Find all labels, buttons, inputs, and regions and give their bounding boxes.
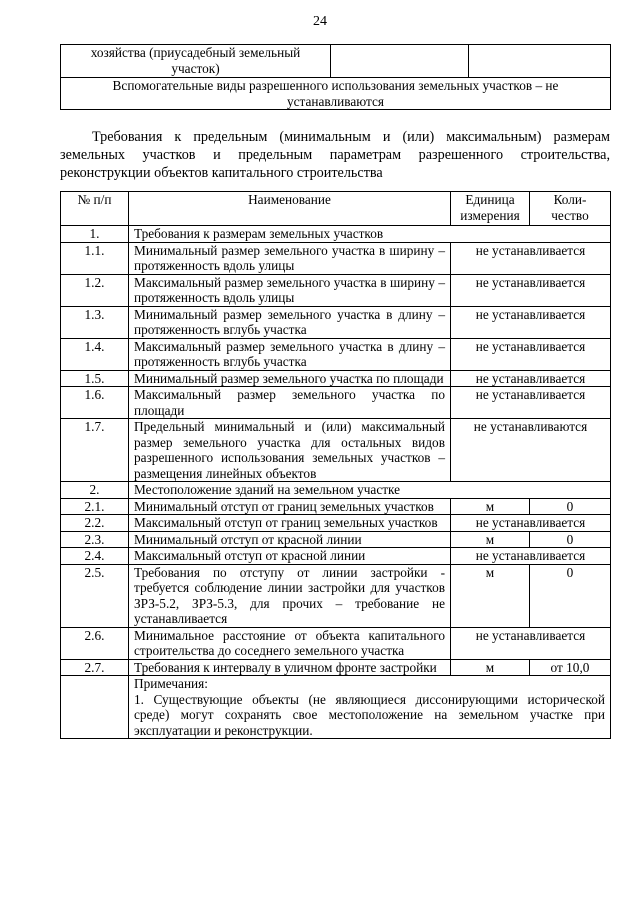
row-num: 2.2. bbox=[61, 515, 129, 532]
row-name: Минимальный размер земельного участка в ширину – протяженность вдоль улицы bbox=[129, 242, 451, 274]
land-use-cell: хозяйства (приусадебный земельный участок) bbox=[61, 45, 331, 78]
row-unit: м bbox=[451, 531, 530, 548]
notes-title: Примечания: bbox=[134, 676, 208, 691]
table-row bbox=[61, 498, 611, 515]
notes-row bbox=[61, 676, 611, 739]
row-name: Максимальный размер земельного участка по площади bbox=[129, 387, 451, 419]
row-value: не устанавливается bbox=[451, 387, 611, 419]
table-row bbox=[61, 306, 611, 338]
row-unit: м bbox=[451, 659, 530, 676]
row-num: 1.4. bbox=[61, 338, 129, 370]
row-name: Требования к интервалу в уличном фронте застройки bbox=[129, 659, 451, 676]
row-num: 2.5. bbox=[61, 564, 129, 627]
header-qty: Коли-чество bbox=[530, 192, 611, 226]
row-name: Максимальный отступ от границ земельных участков bbox=[129, 515, 451, 532]
table-row bbox=[61, 548, 611, 565]
row-num: 2.7. bbox=[61, 659, 129, 676]
row-value: не устанавливается bbox=[451, 306, 611, 338]
empty-cell bbox=[469, 45, 611, 78]
row-name: Минимальный отступ от красной линии bbox=[129, 531, 451, 548]
row-value: не устанавливается bbox=[451, 274, 611, 306]
table-header-row bbox=[61, 192, 611, 226]
notes-cell bbox=[129, 676, 611, 739]
table-row bbox=[61, 370, 611, 387]
row-value: не устанавливается bbox=[451, 627, 611, 659]
row-name: Максимальный отступ от красной линии bbox=[129, 548, 451, 565]
empty-cell bbox=[331, 45, 469, 78]
row-num: 2.3. bbox=[61, 531, 129, 548]
row-value: не устанавливается bbox=[451, 515, 611, 532]
row-qty: 0 bbox=[530, 531, 611, 548]
section-num: 1. bbox=[61, 226, 129, 243]
land-use-table-continuation bbox=[60, 44, 611, 110]
row-num: 1.6. bbox=[61, 387, 129, 419]
row-name: Максимальный размер земельного участка в длину – протяженность вглубь участка bbox=[129, 338, 451, 370]
table-row bbox=[61, 531, 611, 548]
row-num: 2.4. bbox=[61, 548, 129, 565]
row-qty: 0 bbox=[530, 564, 611, 627]
table-row bbox=[61, 242, 611, 274]
requirements-table bbox=[60, 191, 611, 739]
row-name: Максимальный размер земельного участка в ширину – протяженность вдоль улицы bbox=[129, 274, 451, 306]
section-row bbox=[61, 482, 611, 499]
notes-empty-cell bbox=[61, 676, 129, 739]
row-name: Минимальный отступ от границ земельных участков bbox=[129, 498, 451, 515]
section-title: Местоположение зданий на земельном участке bbox=[129, 482, 611, 499]
row-num: 1.7. bbox=[61, 419, 129, 482]
header-name: Наименование bbox=[129, 192, 451, 226]
table-row bbox=[61, 659, 611, 676]
row-name: Минимальное расстояние от объекта капитального строительства до соседнего земельного участка bbox=[129, 627, 451, 659]
row-num: 1.2. bbox=[61, 274, 129, 306]
page-number: 24 bbox=[313, 14, 327, 29]
row-value: не устанавливается bbox=[451, 242, 611, 274]
row-name: Требования по отступу от линии застройки - требуется соблюдение линии застройки для участков ЗРЗ-5.2, ЗРЗ-5.3, для прочих – требование не устанавливается bbox=[129, 564, 451, 627]
row-num: 1.1. bbox=[61, 242, 129, 274]
row-num: 1.3. bbox=[61, 306, 129, 338]
row-value: не устанавливаются bbox=[451, 419, 611, 482]
row-num: 2.6. bbox=[61, 627, 129, 659]
table-row bbox=[61, 515, 611, 532]
row-name: Предельный минимальный и (или) максимальный размер земельного участка для остальных видов разрешенного использования земельных участков – размещения линейных объектов bbox=[129, 419, 451, 482]
row-value: не устанавливается bbox=[451, 338, 611, 370]
table-row bbox=[61, 274, 611, 306]
intro-paragraph: Требования к предельным (минимальным и (или) максимальным) размерам земельных участков и предельным параметрам разрешенного строительства, реконструкции объектов капитального строительства bbox=[60, 129, 610, 181]
row-unit: м bbox=[451, 498, 530, 515]
row-num: 2.1. bbox=[61, 498, 129, 515]
row-value: не устанавливается bbox=[451, 548, 611, 565]
auxiliary-uses-cell: Вспомогательные виды разрешенного использования земельных участков – не устанавливаются bbox=[61, 78, 611, 110]
header-unit: Единица измерения bbox=[451, 192, 530, 226]
row-unit: м bbox=[451, 564, 530, 627]
table-row bbox=[61, 419, 611, 482]
section-intro bbox=[60, 128, 610, 182]
row-qty: 0 bbox=[530, 498, 611, 515]
table-row bbox=[61, 387, 611, 419]
section-title: Требования к размерам земельных участков bbox=[129, 226, 611, 243]
table-row bbox=[61, 564, 611, 627]
row-qty: от 10,0 bbox=[530, 659, 611, 676]
row-num: 1.5. bbox=[61, 370, 129, 387]
table-row bbox=[61, 338, 611, 370]
row-value: не устанавливается bbox=[451, 370, 611, 387]
notes-text: 1. Существующие объекты (не являющиеся диссонирующими исторической среде) могут сохранять свое местоположение на земельном участке при эксплуатации и реконструкции. bbox=[134, 691, 605, 738]
row-name: Минимальный размер земельного участка в длину – протяженность вглубь участка bbox=[129, 306, 451, 338]
table-row bbox=[61, 627, 611, 659]
row-name: Минимальный размер земельного участка по площади bbox=[129, 370, 451, 387]
section-row bbox=[61, 226, 611, 243]
header-num: № п/п bbox=[61, 192, 129, 226]
section-num: 2. bbox=[61, 482, 129, 499]
